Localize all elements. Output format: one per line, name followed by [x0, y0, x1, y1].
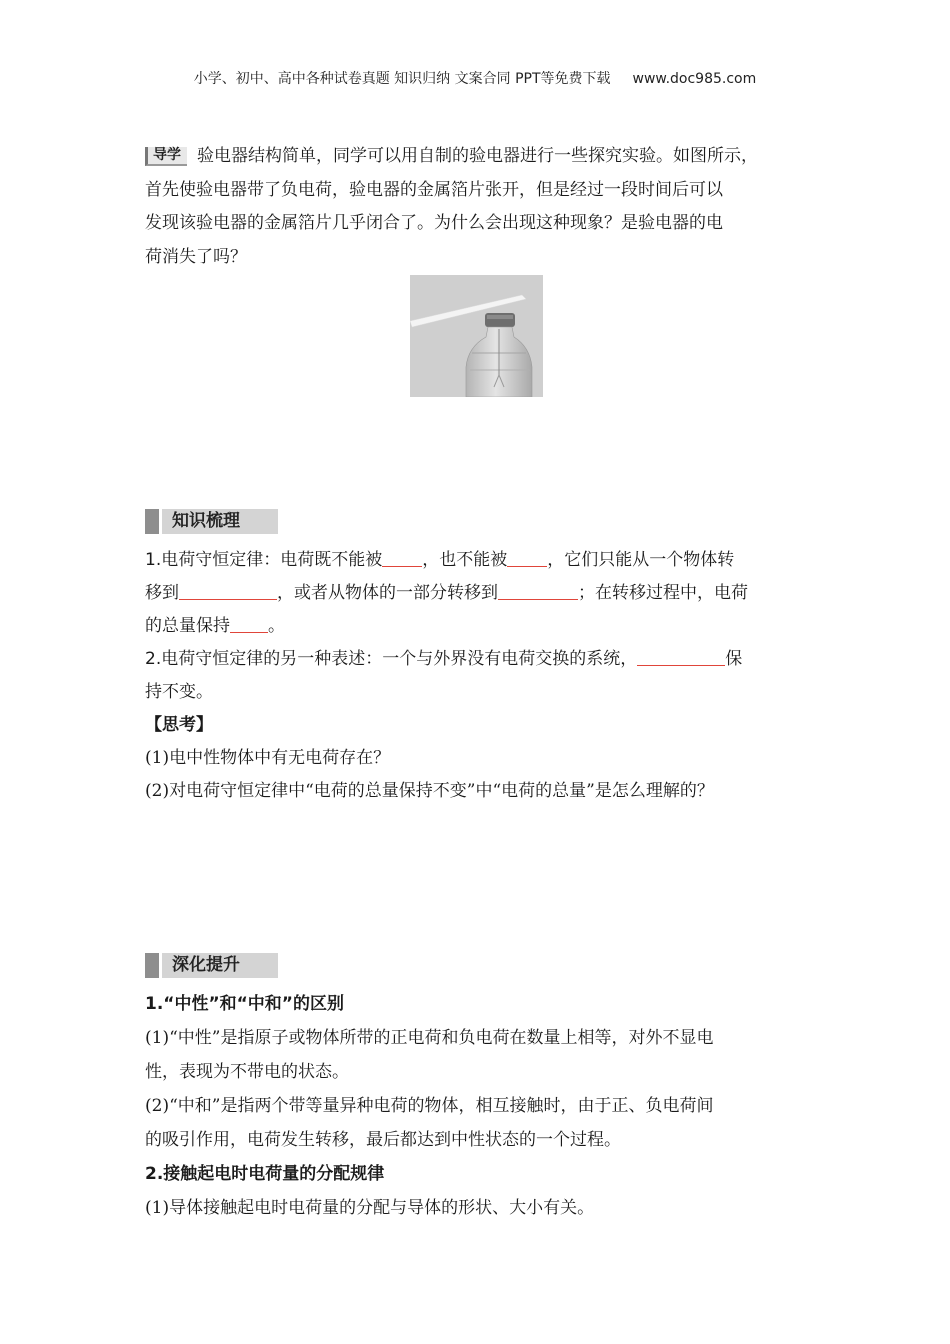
daoxue-tag: 导学: [145, 147, 187, 166]
item2-line2: 持不变。: [145, 682, 213, 702]
blank-5[interactable]: [230, 615, 268, 633]
electroscope-photo: [410, 275, 543, 397]
section-header-deepen: [145, 953, 278, 978]
deepen-heading-1: 1.“中性”和“中和”的区别: [145, 994, 344, 1014]
blank-2[interactable]: [507, 549, 547, 567]
deepen-p1a: (1)“中性”是指原子或物体所带的正电荷和负电荷在数量上相等，对外不显电: [145, 1028, 714, 1048]
section-title: 知识梳理: [162, 509, 278, 534]
deepen-block: [145, 988, 820, 1225]
deepen-heading-2: 2.接触起电时电荷量的分配规律: [145, 1164, 385, 1184]
header-text: 小学、初中、高中各种试卷真题 知识归纳 文案合同 PPT等免费下载: [193, 71, 611, 87]
think-q2: (2)对电荷守恒定律中“电荷的总量保持不变”中“电荷的总量”是怎么理解的？: [145, 781, 714, 801]
intro-line-4: 荷消失了吗？: [145, 246, 247, 267]
intro-line-2: 首先使验电器带了负电荷，验电器的金属箔片张开，但是经过一段时间后可以: [145, 179, 723, 200]
intro-line-1: 导学 验电器结构简单，同学可以用自制的验电器进行一些探究实验。如图所示，: [145, 140, 820, 174]
section-bar: [145, 509, 159, 534]
section-title: 深化提升: [162, 953, 278, 978]
item1-line2: 移到 ，或者从物体的一部分转移到 ；在转移过程中，电荷: [145, 583, 748, 603]
blank-6[interactable]: [637, 648, 725, 666]
intro-block: [145, 140, 820, 274]
item1-line1: 1.电荷守恒定律：电荷既不能被 ，也不能被 ，它们只能从一个物体转: [145, 550, 735, 570]
item2-line1: 2.电荷守恒定律的另一种表述：一个与外界没有电荷交换的系统， 保: [145, 649, 743, 669]
blank-4[interactable]: [498, 582, 578, 600]
page-header: [0, 68, 950, 88]
intro-line-3: 发现该验电器的金属箔片几乎闭合了。为什么会出现这种现象？是验电器的电: [145, 213, 723, 233]
knowledge-block: [145, 544, 820, 808]
deepen-p2b: 的吸引作用，电荷发生转移，最后都达到中性状态的一个过程。: [145, 1130, 621, 1150]
section-header-knowledge: [145, 509, 278, 534]
think-q1: (1)电中性物体中有无电荷存在？: [145, 748, 391, 768]
deepen-p1b: 性，表现为不带电的状态。: [145, 1062, 349, 1082]
electroscope-drawing: [410, 275, 543, 397]
blank-3[interactable]: [179, 582, 277, 600]
blank-1[interactable]: [382, 549, 422, 567]
item1-line3: 的总量保持 。: [145, 616, 285, 636]
section-bar: [145, 953, 159, 978]
think-title: 【思考】: [145, 715, 213, 735]
header-url[interactable]: www.doc985.com: [632, 71, 757, 87]
deepen-p3: (1)导体接触起电时电荷量的分配与导体的形状、大小有关。: [145, 1198, 595, 1218]
deepen-p2a: (2)“中和”是指两个带等量异种电荷的物体，相互接触时，由于正、负电荷间: [145, 1096, 714, 1116]
